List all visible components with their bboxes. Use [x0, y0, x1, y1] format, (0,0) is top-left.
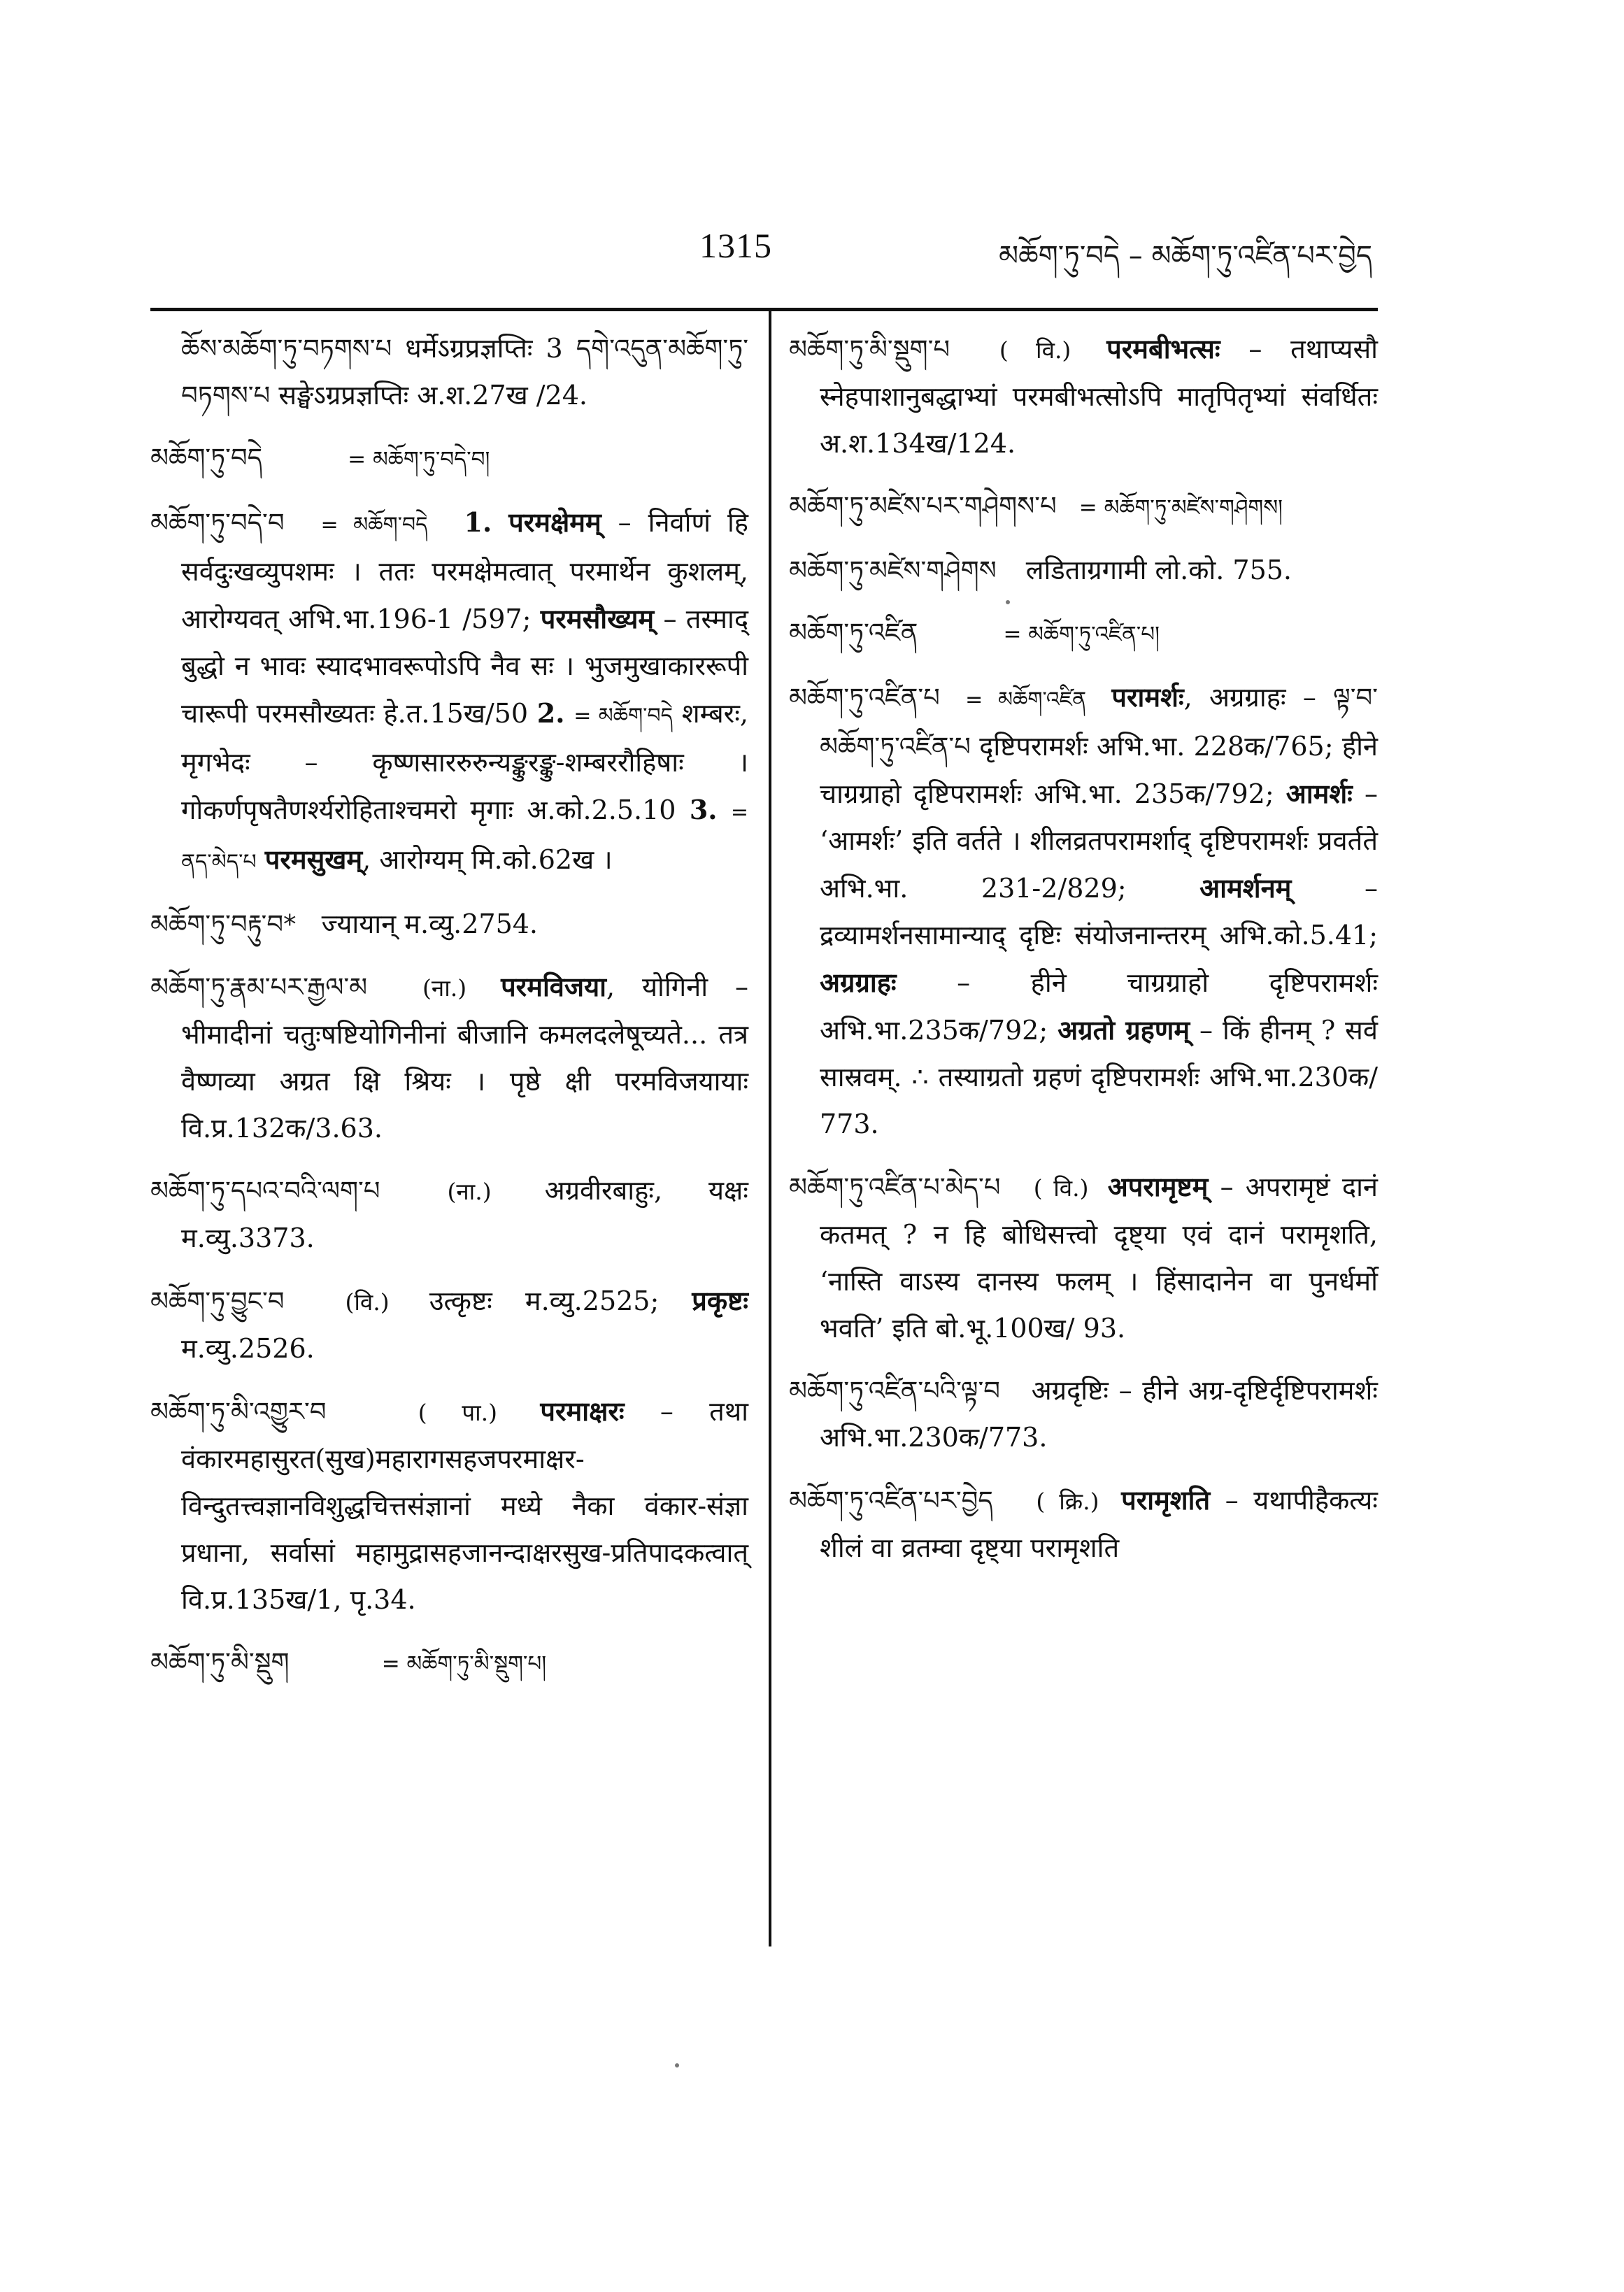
- dictionary-entry: [150, 1277, 748, 1372]
- dictionary-entry: [150, 499, 748, 885]
- definition: धर्मेऽग्रप्रज्ञप्तिः 3: [405, 333, 576, 364]
- tibetan-term: ལྟ་བ་མཆོག་ཏུ་འཛིན་པ: [820, 683, 1378, 762]
- dictionary-entry: [150, 963, 748, 1152]
- sanskrit-equivalent: परमसुखम्: [264, 844, 363, 875]
- definition: ज्यायान् म.व्यु.2754.: [321, 909, 539, 939]
- scan-speck: [1006, 600, 1010, 604]
- headword: མཆོག་ཏུ་འཛིན་པ་མེད་པ: [789, 1172, 1001, 1202]
- headword: མཆོག་ཏུ་བདེ་བ: [150, 508, 285, 538]
- entry-continued: [150, 325, 748, 419]
- sanskrit-equivalent: अग्रतो ग्रहणम्: [1057, 1014, 1190, 1046]
- definition: शम्बरः, मृगभेदः – कृष्णसाररुरुन्यङ्कुरङ्कु-शम्बररौहिषाः । गोकर्णपृषतैणर्श्यरोहिताश्चमरो मृगाः अ.को.2.5.10: [181, 698, 748, 825]
- dictionary-entry: [789, 609, 1378, 658]
- definition: उत्कृष्टः म.व्यु.2525;: [429, 1286, 692, 1316]
- definition: , आरोग्यम् मि.को.62ख ।: [362, 844, 613, 875]
- definition: , योगिनी – भीमादीनां चतुःषष्टियोगिनीनां बीजानि कमलदलेषूच्यते... तत्र वैष्णव्या अग्रत क्षि श्रियः । पृष्ठे क्षी परमविजयायाः वि.प्र.132क/3.63.: [181, 971, 748, 1144]
- dictionary-entry: [150, 1639, 748, 1688]
- definition: – निर्वाणं हि सर्वदुःखव्युपशमः । ततः परमक्षेमत्वात् परमार्थेन कुशलम्, आरोग्यवत् अभि.भा.196-1 /597;: [181, 507, 748, 634]
- sense-number: 2.: [536, 697, 565, 729]
- page-number: 1315: [699, 226, 772, 265]
- cross-reference: = མཆོག་བདེ: [320, 513, 428, 537]
- headword: མཆོག་ཏུ་དཔའ་བའི་ལག་པ: [150, 1176, 380, 1206]
- definition: अग्रदृष्टिः – हीने अग्र-दृष्टिर्दृष्टिपरामर्शः अभि.भा.230क/773.: [820, 1375, 1378, 1453]
- definition: अग्रवीरबाहुः, यक्षः म.व्यु.3373.: [181, 1175, 748, 1253]
- definition: – किं हीनम् ? सर्व सास्रवम्. ∴ तस्याग्रतो ग्रहणं दृष्टिपरामर्शः अभि.भा.230क/ 773.: [820, 1015, 1378, 1139]
- definition: – तथा वंकारमहासुरत(सुख)महारागसहजपरमाक्षर-विन्दुतत्त्वज्ञानविशुद्धचित्तसंज्ञानां मध्ये नैका वंकार-संज्ञा प्रधाना, सर्वासां महामुद्रासहजानन्दाक्षरसुख-प्रतिपादकत्वात् वि.प्र.135ख/1, पृ.34.: [181, 1396, 748, 1615]
- grammar-tag: (ना.): [422, 974, 467, 1002]
- sanskrit-equivalent: परमाक्षरः: [540, 1395, 625, 1427]
- cross-reference: = མཆོག་ཏུ་མི་སྡུག་པ།: [381, 1651, 547, 1677]
- headword: མཆོག་ཏུ་བྱུང་བ: [150, 1286, 285, 1316]
- dictionary-entry: [150, 901, 748, 948]
- definition: – द्रव्यामर्शनसामान्याद् दृष्टिः संयोजनान्तरम् अभि.को.5.41;: [820, 873, 1378, 951]
- sense-number: 3.: [689, 794, 718, 825]
- headword: མཆོག་ཏུ་མི་འགྱུར་བ: [150, 1397, 327, 1427]
- definition: – हीने चाग्रग्राहो दृष्टिपरामर्शः अभि.भा.235क/792;: [820, 967, 1378, 1046]
- definition: – यथापीहैकत्यः शीलं वा व्रतम्वा दृष्ट्या परामृशति: [820, 1485, 1378, 1563]
- header-rule: [150, 308, 1378, 311]
- dictionary-entry: [789, 1476, 1378, 1572]
- grammar-tag: ( वि.): [1033, 1174, 1089, 1202]
- dictionary-entry: [789, 1367, 1378, 1461]
- sanskrit-equivalent: अपरामृष्टम्: [1107, 1171, 1209, 1202]
- definition: सङ्घेऽग्रप्रज्ञप्तिः अ.श.27ख /24.: [278, 380, 587, 411]
- cross-reference: = མཆོག་ཏུ་འཛིན་པ།: [1003, 622, 1160, 647]
- grammar-tag: ( वि.): [999, 336, 1071, 364]
- dictionary-entry: [789, 547, 1378, 594]
- scan-speck: [675, 2063, 679, 2067]
- definition: म.व्यु.2526.: [181, 1333, 315, 1364]
- sense-number: 1.: [464, 506, 492, 538]
- definition: – ‘आमर्शः’ इति वर्तते । शीलव्रतपरामर्शाद् दृष्टिपरामर्शः प्रवर्तते अभि.भा. 231-2/829;: [820, 778, 1378, 904]
- definition: , अग्रग्राहः –: [1183, 682, 1334, 713]
- headword: མཆོག་ཏུ་འཛིན་པ: [789, 683, 940, 713]
- grammar-tag: (वि.): [345, 1288, 390, 1316]
- definition: – अपरामृष्टं दानं कतमत् ? न हि बोधिसत्त्वो दृष्ट्या एवं दानं परामृशति, ‘नास्ति वाऽस्य दानस्य फलम् । हिंसादानेन वा पुनर्धर्मो भवति’ इति बो.भू.100ख/ 93.: [820, 1172, 1379, 1344]
- grammar-tag: ( क्रि.): [1036, 1488, 1099, 1515]
- tibetan-term: དགེ་འདུན་མཆོག་ཏུ་བཏགས་པ: [181, 334, 748, 411]
- sanskrit-equivalent: अग्रग्राहः: [820, 967, 897, 998]
- grammar-tag: (ना.): [447, 1178, 492, 1205]
- headword: མཆོག་ཏུ་མི་སྡུག: [150, 1647, 290, 1677]
- grammar-tag: ( पा.): [418, 1399, 498, 1426]
- cross-reference: = ནད་མེད་པ: [181, 800, 748, 874]
- sanskrit-equivalent: परामृशति: [1121, 1484, 1211, 1516]
- dictionary-entry: [789, 325, 1378, 467]
- headword: མཆོག་ཏུ་འཛིན: [789, 618, 918, 648]
- definition: लडिताग्रगामी लो.को. 755.: [1025, 555, 1292, 585]
- dictionary-entry: [150, 1167, 748, 1262]
- headword: མཆོག་ཏུ་འཛིན་པའི་ལྟ་བ: [789, 1376, 1000, 1406]
- definition: दृष्टिपरामर्शः अभि.भा. 228क/765; हीने चाग्रग्राहो दृष्टिपरामर्शः अभि.भा. 235क/792;: [820, 731, 1378, 809]
- sanskrit-equivalent: परमसौख्यम्: [540, 603, 655, 634]
- column-divider: [769, 311, 771, 1946]
- sanskrit-equivalent: प्रकृष्टः: [692, 1285, 748, 1316]
- headword: མཆོག་ཏུ་མཛེས་གཤེགས: [789, 555, 997, 585]
- tibetan-term: ཆོས་མཆོག་ཏུ་བཏགས་པ: [181, 334, 392, 364]
- sanskrit-equivalent: परमबीभत्सः: [1106, 333, 1220, 364]
- dictionary-entry: [789, 1163, 1378, 1352]
- cross-reference: = མཆོག་འཛིན: [965, 688, 1087, 712]
- cross-reference: = མཆོག་ཏུ་བདེ་བ།: [348, 447, 490, 472]
- sanskrit-equivalent: परमविजया: [501, 971, 606, 1002]
- dictionary-entry: [150, 434, 748, 483]
- headword: མཆོག་ཏུ་བརྟུ་བ*: [150, 909, 297, 939]
- sanskrit-equivalent: परामर्शः: [1111, 681, 1184, 713]
- right-column: [789, 325, 1378, 1587]
- dictionary-entry: [789, 674, 1378, 1148]
- cross-reference: = མཆོག་ཏུ་མཛེས་གཤེགས།: [1078, 495, 1283, 520]
- sanskrit-equivalent: परमक्षेमम्: [508, 506, 601, 538]
- headword: མཆོག་ཏུ་འཛིན་པར་བྱེད: [789, 1486, 993, 1516]
- headword: མཆོག་ཏུ་བདེ: [150, 443, 263, 473]
- sanskrit-equivalent: आमर्शनम्: [1199, 872, 1292, 904]
- definition: – तथाप्यसौ स्नेहपाशानुबद्धाभ्यां परमबीभत्सोऽपि मातृपितृभ्यां संवर्धितः अ.श.134ख/124.: [820, 334, 1378, 459]
- cross-reference: = མཆོག་བདེ: [574, 704, 674, 728]
- headword: མཆོག་ཏུ་མཛེས་པར་གཤེགས་པ: [789, 491, 1057, 521]
- sanskrit-equivalent: आमर्शः: [1285, 778, 1353, 809]
- dictionary-entry: [150, 1388, 748, 1623]
- running-head: མཆོག་ཏུ་བདེ – མཆོག་ཏུ་འཛིན་པར་བྱེད: [999, 240, 1372, 272]
- left-column: [150, 325, 748, 1703]
- headword: མཆོག་ཏུ་མི་སྡུག་པ: [789, 334, 950, 364]
- definition: – तस्माद् बुद्धो न भावः स्यादभावरूपोऽपि नैव सः । भुजमुखाकाररूपी चारूपी परमसौख्यतः हे.त.15ख/50: [181, 604, 748, 729]
- headword: མཆོག་ཏུ་རྣམ་པར་རྒྱལ་མ: [150, 972, 368, 1002]
- dictionary-entry: [789, 483, 1378, 532]
